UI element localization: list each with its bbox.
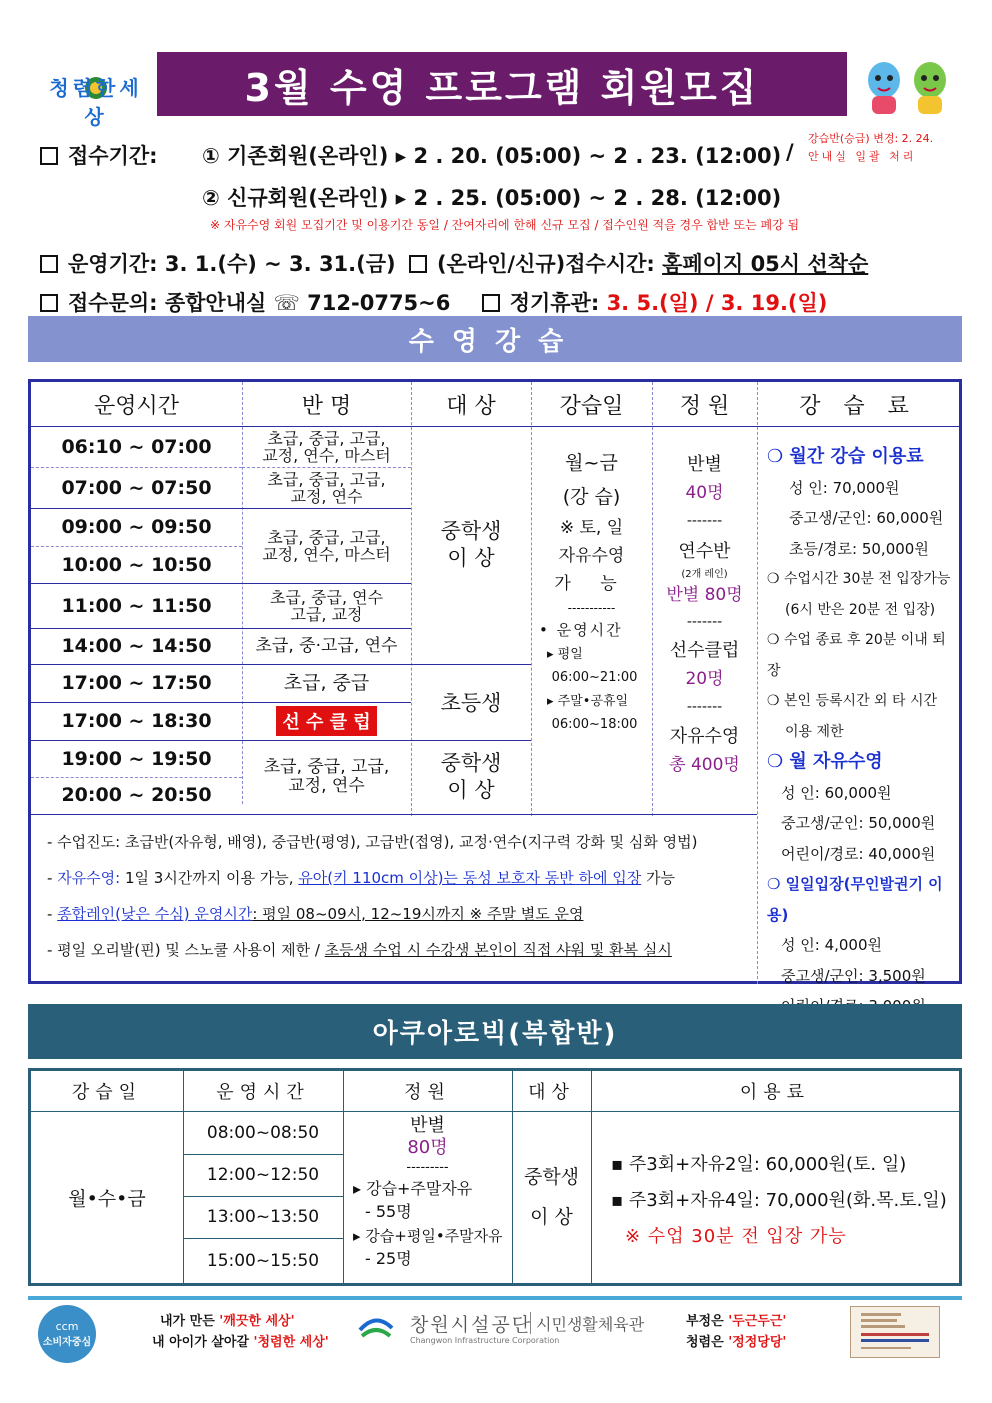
swim-section-title: 수영강습	[28, 316, 962, 362]
aqua-section-title: 아쿠아로빅(복합반)	[28, 1004, 962, 1059]
fee-item: 성 인: 4,000원	[781, 936, 883, 954]
org-name: 창원시설공단	[410, 1314, 533, 1336]
online-label: (온라인/신규)접수시간:	[436, 252, 655, 276]
note-restrictions	[47, 932, 697, 968]
class-text: 교정, 연수, 마스터	[262, 544, 391, 564]
note-dash: -	[47, 869, 58, 887]
capacity-sub: (2개 레인)	[681, 569, 728, 580]
capacity-divider: -------	[686, 699, 723, 715]
fee-item: 중고생/군인: 3,500원	[781, 966, 926, 985]
reception-line	[40, 140, 158, 170]
ccm-badge-icon	[38, 1305, 96, 1363]
capacity-value: 20명	[685, 669, 724, 689]
time-row: 06:10 ~ 07:00	[61, 435, 212, 458]
new-members: 신규회원(온라인) ▸ 2 . 25. (05:00) ~ 2 . 28. (12:00)	[227, 186, 782, 210]
aqua-capacity-divider: ---------	[406, 1160, 449, 1175]
aqua-header-fee: 이용료	[739, 1082, 811, 1103]
aqua-target	[512, 1111, 591, 1283]
target-cell	[411, 740, 531, 814]
fee-cell	[767, 442, 957, 1022]
days-text: 가 능	[554, 574, 629, 594]
slogan-text: 청렴은	[686, 1335, 729, 1350]
class-text: 교정, 연수, 마스터	[262, 445, 391, 465]
online-value: 홈페이지 05시 선착순	[662, 252, 869, 276]
ccm-text: 소비자중심	[42, 1337, 92, 1348]
slogan-text: 내 아이가 살아갈	[152, 1335, 254, 1350]
aqua-header-days: 강습일	[71, 1082, 143, 1103]
footer-divider	[28, 1296, 962, 1300]
days-text: (강 습)	[562, 486, 621, 508]
existing-members-line	[202, 140, 781, 170]
time-row: 09:00 ~ 09:50	[61, 516, 212, 538]
target-text: 중학생	[440, 519, 502, 543]
certificate-icon	[850, 1306, 940, 1358]
fee-item: 어린이/경로: 40,000원	[781, 844, 936, 863]
class-text: 초급, 중급, 고급,	[267, 527, 386, 547]
closed-value: 3. 5.(일) / 3. 19.(일)	[606, 291, 828, 315]
fee-note: (6시 반은 20분 전 입장)	[785, 601, 936, 618]
slogan-4	[686, 1331, 786, 1350]
fee-item: 초등/경로: 50,000원	[789, 539, 929, 558]
note-label: 자유수영:	[57, 869, 121, 887]
note-free-swim	[47, 860, 697, 896]
fee-note: ❍ 본인 등록시간 외 타 시간	[767, 693, 938, 709]
capacity-text: 선수클럽	[669, 640, 740, 661]
inquiry-value: 종합안내실 ☏ 712-0775~6	[164, 291, 451, 315]
checkbox-icon	[482, 294, 500, 312]
aqua-header-target: 대상	[528, 1082, 575, 1103]
dept-name: 시민생활체육관	[536, 1315, 645, 1334]
existing-num: ①	[202, 144, 220, 168]
slogan-highlight: '청렴한 세상'	[253, 1335, 329, 1350]
fee-heading: ❍ 일일입장(무인발권기 이용)	[767, 875, 943, 924]
time-row: 19:00 ~ 19:50	[61, 747, 212, 770]
header-time: 운영시간	[93, 393, 179, 419]
class-text: 교정, 연수	[288, 776, 365, 796]
note-text: - 평일 오리발(핀) 및 스노쿨 사용이 제한 /	[47, 941, 325, 959]
slogan-text: 부정은	[686, 1314, 729, 1329]
header-days: 강습일	[559, 393, 624, 419]
class-cell	[242, 508, 411, 583]
aqua-capacity-text: - 55명	[365, 1202, 412, 1221]
days-text: 월~금	[565, 452, 618, 474]
aqua-fee-item: ▪ 주3회+자유2일: 60,000원(토. 일)	[611, 1154, 907, 1175]
days-cell	[531, 446, 652, 734]
closed-label: 정기휴관:	[509, 291, 600, 315]
checkbox-icon	[409, 255, 427, 273]
note-label: 종합레인(낮은 수심) 운영시간	[57, 905, 253, 923]
slash: /	[786, 140, 794, 164]
capacity-text: 자유수영	[669, 726, 740, 747]
page-title: 3월 수영 프로그램 회원모집	[157, 52, 847, 116]
time-row: 17:00 ~ 17:50	[61, 672, 212, 694]
note-progress: - 수업진도: 초급반(자유형, 배영), 중급반(평영), 고급반(접영), 교정·연수(지구력 강화 및 심화 영법)	[47, 833, 698, 851]
note-dash: -	[47, 905, 58, 923]
time-row: 07:00 ~ 07:50	[61, 476, 212, 499]
reception-label: 접수기간:	[68, 144, 158, 168]
fee-item: 성 인: 70,000원	[789, 478, 900, 497]
capacity-value: 40명	[685, 483, 724, 503]
athlete-club-badge: 선 수 클 럽	[276, 706, 376, 736]
org-name-en: Changwon Infrastructure Corporation	[410, 1336, 560, 1345]
class-text: 교정, 연수	[290, 486, 363, 506]
header-fee: 강 습 료	[799, 393, 917, 419]
slogan-highlight: '두근두근'	[728, 1314, 787, 1329]
fee-item: 성 인: 60,000원	[781, 783, 892, 802]
class-cell	[242, 583, 411, 628]
checkbox-icon	[40, 255, 58, 273]
aqua-capacity-text: ▸ 강습+주말자유	[353, 1179, 473, 1198]
aqua-header-time: 운영시간	[216, 1082, 310, 1103]
fee-note: ❍ 수업시간 30분 전 입장가능	[767, 571, 951, 587]
new-members-line	[202, 182, 781, 212]
target-text: 중학생	[440, 751, 502, 775]
aqua-days: 월•수•금	[68, 1187, 146, 1210]
period-value: 3. 1.(수) ~ 3. 31.(금)	[164, 252, 396, 276]
note-highlight: 유아(키 110cm 이상)는 동성 보호자 동반 하에 입장	[298, 869, 642, 887]
capacity-value: 반별 80명	[666, 585, 743, 605]
days-divider: -----------	[567, 601, 616, 615]
capacity-cell	[652, 450, 757, 778]
target-text: 이 상	[447, 778, 495, 802]
weekday-time: 06:00~21:00	[551, 670, 638, 685]
aqua-target-text: 이 상	[530, 1206, 573, 1228]
aqua-fee-note: ※ 수업 30분 전 입장 가능	[625, 1226, 847, 1247]
time-row: 11:00 ~ 11:50	[61, 594, 212, 617]
time-row: 14:00 ~ 14:50	[61, 635, 212, 657]
weekend-time: 06:00~18:00	[551, 717, 638, 732]
integrity-logo	[46, 62, 146, 129]
class-text: 고급, 교정	[290, 604, 363, 624]
class-text: 초급, 중급, 고급,	[267, 428, 386, 448]
checkbox-icon	[40, 147, 58, 165]
corporation-logo-icon	[356, 1310, 396, 1346]
class-cell: 초급, 중·고급, 연수	[255, 635, 398, 656]
capacity-text: 반별	[687, 454, 722, 475]
days-text: 자유수영	[558, 546, 625, 566]
target-cell: 초등생	[440, 691, 502, 715]
class-cell	[242, 740, 411, 814]
time-row: 20:00 ~ 20:50	[61, 784, 212, 806]
checkbox-icon	[40, 294, 58, 312]
note-text: 가능	[641, 869, 675, 887]
new-num: ②	[202, 186, 220, 210]
capacity-text: 연수반	[678, 541, 731, 562]
note-text: : 평일 08~09시, 12~19시까지 ※ 주말 별도 운영	[252, 905, 584, 923]
header-target: 대 상	[446, 393, 496, 419]
class-text: 초급, 중급, 고급,	[267, 469, 386, 489]
slogan-3	[686, 1310, 786, 1329]
existing-members: 기존회원(온라인) ▸ 2 . 20. (05:00) ~ 2 . 23. (12:00)	[227, 144, 782, 168]
aqua-capacity	[343, 1115, 512, 1269]
capacity-divider: -------	[686, 513, 723, 529]
header-capacity: 정 원	[679, 393, 730, 419]
aqua-header-capacity: 정원	[404, 1082, 451, 1103]
mascot-icon	[856, 58, 956, 118]
capacity-divider: -------	[686, 614, 723, 630]
weekend-label: ▸ 주말•공휴일	[547, 694, 629, 709]
warning-note: ※ 자유수영 회원 모집기간 및 이용기간 동일 / 잔여자리에 한해 신규 모집 / 접수인원 적을 경우 합반 또는 폐강 됨	[210, 218, 800, 232]
fee-item: 중고생/군인: 50,000원	[781, 814, 936, 832]
notes	[47, 824, 697, 968]
aqua-capacity-text: ▸ 강습+평일•주말자유	[353, 1227, 503, 1245]
slogan-highlight: '정정당당'	[728, 1335, 787, 1350]
class-cell	[242, 702, 411, 740]
period-line	[40, 248, 868, 278]
fee-item: 중고생/군인: 60,000원	[789, 509, 944, 527]
days-text: ※ 토, 일	[559, 518, 624, 538]
aqua-time-row: 12:00~12:50	[206, 1165, 320, 1185]
fee-heading: ❍ 월간 강습 이용료	[767, 446, 924, 467]
weekday-label: ▸ 평일	[547, 647, 583, 662]
slogan-2	[152, 1331, 329, 1350]
class-cell	[242, 426, 411, 467]
capacity-value: 총 400명	[669, 755, 740, 775]
note-general-lane	[47, 896, 697, 932]
aqua-fee	[611, 1147, 951, 1255]
note-text: 초등생 수업 시 수강생 본인이 직접 샤워 및 환복 실시	[324, 941, 672, 959]
change-note-2: 안내실 일괄 처리	[808, 150, 917, 163]
inquiry-label: 접수문의:	[68, 291, 158, 315]
target-cell	[411, 426, 531, 664]
aqua-capacity-text: 반별	[410, 1115, 445, 1136]
slogan-highlight: '깨끗한 세상'	[219, 1314, 295, 1329]
op-hours-label: • 운영시간	[539, 621, 623, 639]
class-text: 초급, 중급, 고급,	[263, 757, 390, 777]
class-cell: 초급, 중급	[283, 671, 370, 694]
aqua-target-text: 중학생	[523, 1166, 580, 1188]
aqua-capacity-text: - 25명	[365, 1249, 412, 1268]
target-text: 이 상	[447, 546, 495, 570]
slogan-text: 내가 만든	[160, 1314, 220, 1329]
aqua-capacity-value: 80명	[407, 1137, 448, 1158]
header-class: 반 명	[301, 393, 352, 419]
time-row: 17:00 ~ 18:30	[61, 710, 212, 732]
slogan-1	[160, 1310, 295, 1329]
swim-table	[28, 379, 962, 984]
aqua-time-row: 15:00~15:50	[206, 1250, 320, 1271]
change-note-1: 강습반(승급) 변경: 2. 24.	[808, 132, 934, 145]
aqua-table	[28, 1068, 962, 1286]
ccm-text: ccm	[55, 1320, 79, 1333]
class-text: 초급, 중급, 연수	[269, 587, 384, 607]
fee-note: ❍ 수업 종료 후 20분 이내 퇴장	[767, 632, 946, 679]
aqua-fee-item: ▪ 주3회+자유4일: 70,000원(화.목.토.일)	[611, 1190, 947, 1211]
fee-note: 이용 제한	[785, 723, 844, 740]
period-label: 운영기간:	[68, 252, 158, 276]
time-row: 10:00 ~ 10:50	[61, 553, 212, 576]
fee-heading: ❍ 월 자유수영	[767, 751, 883, 772]
inquiry-line	[40, 287, 827, 317]
note-text: 1일 3시간까지 이용 가능,	[120, 869, 299, 887]
aqua-time-row: 08:00~08:50	[206, 1122, 320, 1143]
aqua-time-row: 13:00~13:50	[206, 1207, 320, 1227]
logo-text: 청렴한세상	[49, 76, 143, 129]
class-cell	[242, 467, 411, 508]
